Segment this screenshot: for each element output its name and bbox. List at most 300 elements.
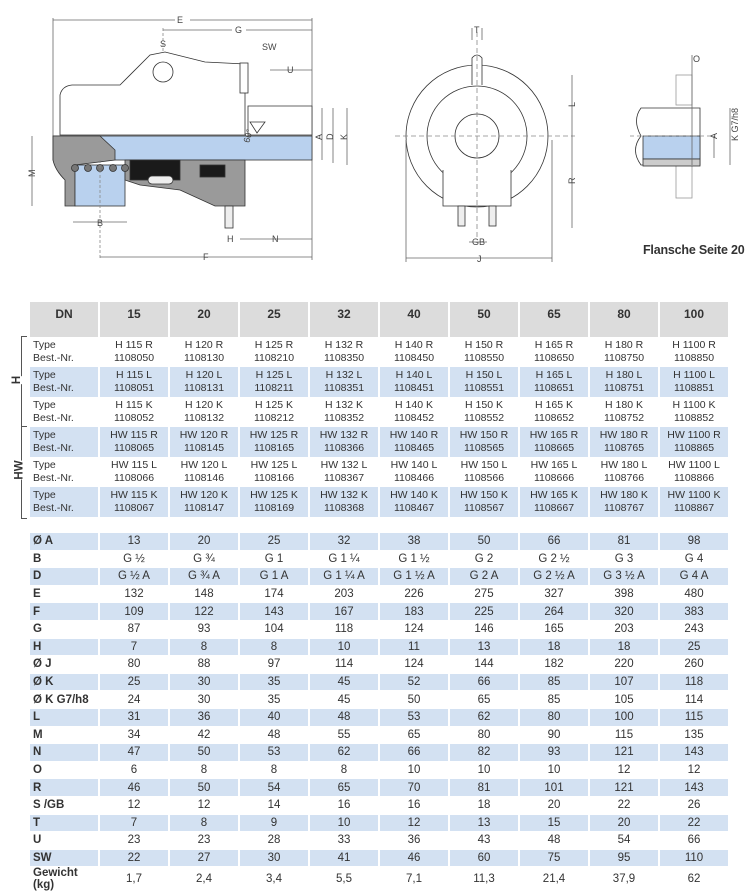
type-table-row xyxy=(30,397,728,427)
dimension-table xyxy=(28,533,730,892)
dimension-row xyxy=(30,867,728,892)
dimension-value: G ¾ A xyxy=(170,568,238,586)
dimension-value: 48 xyxy=(240,727,308,745)
dimension-value: 66 xyxy=(450,674,518,692)
type-cell xyxy=(170,397,238,427)
dimension-label: Ø A xyxy=(30,533,98,551)
order-number: 1108565 xyxy=(463,442,505,454)
dimension-row xyxy=(30,586,728,604)
dimension-value: 43 xyxy=(450,832,518,850)
order-number: 1108210 xyxy=(253,352,295,364)
dimension-value: 22 xyxy=(590,797,658,815)
order-number: 1108467 xyxy=(393,502,435,514)
type-cell xyxy=(170,427,238,457)
dimension-value: 132 xyxy=(100,586,168,604)
type-code: HW 120 K xyxy=(180,489,228,501)
order-number: 1108652 xyxy=(533,412,575,424)
order-number: 1108165 xyxy=(253,442,295,454)
dimension-value: 6 xyxy=(100,762,168,780)
type-cell xyxy=(590,457,658,487)
dimension-value: 18 xyxy=(450,797,518,815)
type-code: H 132 R xyxy=(324,339,364,351)
dimension-value: 62 xyxy=(450,709,518,727)
dimension-value: 93 xyxy=(170,621,238,639)
dimension-row xyxy=(30,797,728,815)
dimension-value: 101 xyxy=(520,779,588,797)
row-label xyxy=(30,457,98,487)
type-cell xyxy=(240,427,308,457)
type-label: Type xyxy=(33,399,56,411)
dimension-value: 80 xyxy=(100,656,168,674)
dimension-label: Gewicht (kg) xyxy=(30,867,98,892)
dimension-value: G 4 A xyxy=(660,568,728,586)
dimension-value: 260 xyxy=(660,656,728,674)
dimension-value: 118 xyxy=(310,621,378,639)
order-number: 1108067 xyxy=(113,502,155,514)
dimension-value: 12 xyxy=(100,797,168,815)
dimension-value: 146 xyxy=(450,621,518,639)
type-code: HW 1100 K xyxy=(667,489,721,501)
row-label xyxy=(30,337,98,367)
order-number: 1108146 xyxy=(183,472,225,484)
dimension-row xyxy=(30,551,728,569)
dimension-value: 8 xyxy=(310,762,378,780)
dimension-value: 48 xyxy=(310,709,378,727)
dimension-value: G 2 xyxy=(450,551,518,569)
dimension-value: 12 xyxy=(590,762,658,780)
svg-text:B: B xyxy=(97,218,104,228)
dimension-value: 8 xyxy=(170,815,238,833)
type-cell xyxy=(450,457,518,487)
dimension-value: 53 xyxy=(380,709,448,727)
dimension-value: 115 xyxy=(660,709,728,727)
dimension-label: R xyxy=(30,779,98,797)
dimension-row xyxy=(30,850,728,868)
dimension-value: 143 xyxy=(660,744,728,762)
dimension-value: 66 xyxy=(660,832,728,850)
dimension-value: 27 xyxy=(170,850,238,868)
dimension-value: G 2 ½ A xyxy=(520,568,588,586)
dimension-value: 50 xyxy=(450,533,518,551)
dimension-value: 203 xyxy=(590,621,658,639)
order-number: 1108750 xyxy=(603,352,645,364)
order-number: 1108865 xyxy=(673,442,715,454)
dimension-value: 70 xyxy=(380,779,448,797)
group-label-hw: HW xyxy=(13,460,26,480)
dimension-value: 121 xyxy=(590,779,658,797)
dimension-value: 18 xyxy=(590,639,658,657)
dimension-value: 53 xyxy=(240,744,308,762)
type-code: HW 180 L xyxy=(600,459,648,471)
dimension-value: 183 xyxy=(380,603,448,621)
order-number: 1108650 xyxy=(533,352,575,364)
dimension-value: 13 xyxy=(450,639,518,657)
dimension-value: 38 xyxy=(380,533,448,551)
dimension-value: 243 xyxy=(660,621,728,639)
type-cell xyxy=(590,337,658,367)
type-cell xyxy=(520,397,588,427)
dimension-value: 36 xyxy=(380,832,448,850)
order-number: 1108130 xyxy=(183,352,225,364)
dimension-value: 48 xyxy=(520,832,588,850)
dn-header-row xyxy=(30,302,728,337)
dimension-value: G 3 xyxy=(590,551,658,569)
dimension-value: 50 xyxy=(170,744,238,762)
type-code: H 140 K xyxy=(395,399,433,411)
front-view xyxy=(395,28,575,262)
order-number-label: Best.-Nr. xyxy=(33,472,74,484)
dimension-label: S /GB xyxy=(30,797,98,815)
type-code: HW 1100 R xyxy=(667,429,721,441)
order-number-label: Best.-Nr. xyxy=(33,382,74,394)
dimension-row xyxy=(30,656,728,674)
type-code: H 120 L xyxy=(185,369,223,381)
type-code: H 165 L xyxy=(535,369,573,381)
dimension-value: 18 xyxy=(520,639,588,657)
dimension-value: 95 xyxy=(590,850,658,868)
order-number: 1108166 xyxy=(253,472,295,484)
type-cell xyxy=(660,427,728,457)
dimension-value: 75 xyxy=(520,850,588,868)
bracket-tick xyxy=(21,336,27,337)
dimension-value: 93 xyxy=(520,744,588,762)
svg-text:GB: GB xyxy=(472,237,486,247)
row-label xyxy=(30,367,98,397)
dimension-value: 88 xyxy=(170,656,238,674)
type-code: H 125 K xyxy=(255,399,293,411)
dimension-label: B xyxy=(30,551,98,569)
type-code: HW 165 K xyxy=(530,489,578,501)
type-code: HW 140 K xyxy=(390,489,438,501)
type-code: H 120 K xyxy=(185,399,223,411)
dimension-value: 135 xyxy=(660,727,728,745)
order-number: 1108851 xyxy=(673,382,715,394)
dimension-value: 21,4 xyxy=(520,867,588,892)
order-number: 1108131 xyxy=(183,382,225,394)
dimension-value: 1,7 xyxy=(100,867,168,892)
dimension-value: 8 xyxy=(170,762,238,780)
order-number: 1108350 xyxy=(323,352,365,364)
svg-text:M: M xyxy=(27,169,37,177)
svg-text:O: O xyxy=(693,54,701,64)
dimension-value: 81 xyxy=(450,779,518,797)
type-cell xyxy=(240,367,308,397)
svg-text:E: E xyxy=(177,15,184,25)
order-number: 1108352 xyxy=(323,412,365,424)
dimension-value: 81 xyxy=(590,533,658,551)
dimension-row xyxy=(30,533,728,551)
dimension-row xyxy=(30,779,728,797)
dimension-value: 20 xyxy=(170,533,238,551)
order-number: 1108450 xyxy=(393,352,435,364)
dimension-value: 148 xyxy=(170,586,238,604)
type-code: HW 180 R xyxy=(599,429,649,441)
dimension-value: 32 xyxy=(310,533,378,551)
type-code: H 150 R xyxy=(464,339,504,351)
dimension-value: 10 xyxy=(380,762,448,780)
dimension-value: 7 xyxy=(100,639,168,657)
dn-50: 50 xyxy=(450,302,518,337)
dimension-value: 65 xyxy=(310,779,378,797)
type-label: Type xyxy=(33,369,56,381)
dimension-value: 90 xyxy=(520,727,588,745)
type-label: Type xyxy=(33,459,56,471)
dimension-value: 275 xyxy=(450,586,518,604)
type-code: HW 115 R xyxy=(110,429,158,441)
type-code: HW 132 L xyxy=(320,459,368,471)
dimension-value: 30 xyxy=(240,850,308,868)
dimension-label: T xyxy=(30,815,98,833)
svg-text:U: U xyxy=(287,65,294,75)
dimension-value: 87 xyxy=(100,621,168,639)
type-cell xyxy=(660,457,728,487)
type-code: H 180 K xyxy=(605,399,643,411)
dimension-label: F xyxy=(30,603,98,621)
dimension-value: 7 xyxy=(100,815,168,833)
row-label xyxy=(30,397,98,427)
type-code: H 115 R xyxy=(115,339,153,351)
dimension-value: 143 xyxy=(240,603,308,621)
dimension-value: 203 xyxy=(310,586,378,604)
dimension-value: 264 xyxy=(520,603,588,621)
dimension-value: 52 xyxy=(380,674,448,692)
svg-text:D: D xyxy=(325,133,335,140)
type-label: Type xyxy=(33,339,56,351)
dimension-value: G 1 xyxy=(240,551,308,569)
dimension-value: 182 xyxy=(520,656,588,674)
dimension-value: 8 xyxy=(240,762,308,780)
dimension-label: D xyxy=(30,568,98,586)
dimension-value: 124 xyxy=(380,621,448,639)
type-cell xyxy=(170,337,238,367)
dimension-value: 42 xyxy=(170,727,238,745)
dimension-value: 20 xyxy=(520,797,588,815)
dimension-value: 124 xyxy=(380,656,448,674)
dimension-row xyxy=(30,691,728,709)
dimension-value: 2,4 xyxy=(170,867,238,892)
dimension-value: 65 xyxy=(380,727,448,745)
order-number: 1108665 xyxy=(533,442,575,454)
type-cell xyxy=(170,367,238,397)
order-number: 1108212 xyxy=(253,412,295,424)
dimension-value: 115 xyxy=(590,727,658,745)
type-cell xyxy=(170,487,238,517)
type-cell xyxy=(450,367,518,397)
type-cell xyxy=(380,367,448,397)
dn-25: 25 xyxy=(240,302,308,337)
dimension-row xyxy=(30,603,728,621)
type-cell xyxy=(450,337,518,367)
type-cell xyxy=(240,457,308,487)
type-code: H 115 K xyxy=(115,399,153,411)
dimension-value: G 1 ¼ xyxy=(310,551,378,569)
dimension-value: G 2 A xyxy=(450,568,518,586)
dimension-value: 60 xyxy=(450,850,518,868)
dimension-value: 45 xyxy=(310,674,378,692)
group-label-h: H xyxy=(11,375,24,385)
dimension-value: 25 xyxy=(660,639,728,657)
dimension-value: G 1 ¼ A xyxy=(310,568,378,586)
order-number: 1108567 xyxy=(463,502,505,514)
order-number: 1108132 xyxy=(183,412,225,424)
dimension-row xyxy=(30,762,728,780)
type-code: H 150 K xyxy=(465,399,503,411)
dimension-row xyxy=(30,621,728,639)
dimension-value: 226 xyxy=(380,586,448,604)
type-table-row xyxy=(30,427,728,457)
dimension-value: 45 xyxy=(310,691,378,709)
row-label xyxy=(30,487,98,517)
type-code: H 132 L xyxy=(325,369,363,381)
svg-text:R: R xyxy=(567,177,577,184)
dimension-value: 31 xyxy=(100,709,168,727)
dimension-value: 9 xyxy=(240,815,308,833)
type-code: H 120 R xyxy=(184,339,224,351)
dimension-value: 327 xyxy=(520,586,588,604)
dimension-value: 37,9 xyxy=(590,867,658,892)
order-number: 1108767 xyxy=(603,502,645,514)
dimension-value: 26 xyxy=(660,797,728,815)
order-number: 1108850 xyxy=(673,352,715,364)
dimension-label: G xyxy=(30,621,98,639)
order-number-label: Best.-Nr. xyxy=(33,352,74,364)
dimension-value: G 2 ½ xyxy=(520,551,588,569)
dimension-value: 97 xyxy=(240,656,308,674)
dimension-value: 220 xyxy=(590,656,658,674)
type-cell xyxy=(310,487,378,517)
type-cell xyxy=(660,397,728,427)
type-cell xyxy=(310,427,378,457)
svg-text:A: A xyxy=(314,133,324,140)
order-number: 1108066 xyxy=(113,472,155,484)
order-number: 1108465 xyxy=(393,442,435,454)
dimension-label: Ø K xyxy=(30,674,98,692)
type-code: HW 125 K xyxy=(250,489,298,501)
dimension-value: 62 xyxy=(310,744,378,762)
dimension-value: 143 xyxy=(660,779,728,797)
order-number-label: Best.-Nr. xyxy=(33,502,74,514)
dimension-value: 98 xyxy=(660,533,728,551)
svg-text:K: K xyxy=(339,133,349,140)
order-number: 1108065 xyxy=(113,442,155,454)
order-number: 1108852 xyxy=(673,412,715,424)
type-label: Type xyxy=(33,429,56,441)
dimension-value: 110 xyxy=(660,850,728,868)
type-cell xyxy=(660,367,728,397)
type-cell xyxy=(380,457,448,487)
dimension-value: 50 xyxy=(170,779,238,797)
order-number: 1108366 xyxy=(323,442,365,454)
dimension-value: 104 xyxy=(240,621,308,639)
dimension-label: U xyxy=(30,832,98,850)
dimension-value: 36 xyxy=(170,709,238,727)
dn-15: 15 xyxy=(100,302,168,337)
dimension-label: Ø K G7/h8 xyxy=(30,691,98,709)
dimension-value: 11 xyxy=(380,639,448,657)
svg-text:L: L xyxy=(567,101,577,107)
order-number: 1108051 xyxy=(113,382,155,394)
dimension-value: 122 xyxy=(170,603,238,621)
type-code: H 132 K xyxy=(325,399,363,411)
dimension-value: 398 xyxy=(590,586,658,604)
type-table-row xyxy=(30,487,728,517)
type-code: H 115 L xyxy=(116,369,152,381)
dimension-value: 85 xyxy=(520,691,588,709)
dimension-value: 114 xyxy=(660,691,728,709)
dimension-value: 14 xyxy=(240,797,308,815)
type-code: HW 120 R xyxy=(179,429,229,441)
dimension-value: 62 xyxy=(660,867,728,892)
svg-text:J: J xyxy=(477,254,482,264)
type-cell xyxy=(520,427,588,457)
order-number: 1108368 xyxy=(323,502,365,514)
type-cell xyxy=(520,457,588,487)
dimension-label: SW xyxy=(30,850,98,868)
type-code: H 125 R xyxy=(254,339,294,351)
type-code: HW 150 K xyxy=(460,489,508,501)
type-code: HW 125 R xyxy=(249,429,299,441)
svg-text:S: S xyxy=(160,39,167,49)
type-cell xyxy=(660,337,728,367)
type-cell xyxy=(240,487,308,517)
dimension-row xyxy=(30,727,728,745)
dimension-value: 12 xyxy=(380,815,448,833)
type-code: H 1100 R xyxy=(672,339,716,351)
dimension-label: E xyxy=(30,586,98,604)
type-code: HW 115 K xyxy=(110,489,158,501)
type-cell xyxy=(100,337,168,367)
type-label: Type xyxy=(33,489,56,501)
dimension-value: 34 xyxy=(100,727,168,745)
type-code: HW 132 K xyxy=(320,489,368,501)
dimension-value: 383 xyxy=(660,603,728,621)
dn-65: 65 xyxy=(520,302,588,337)
type-code: HW 120 L xyxy=(180,459,228,471)
type-cell xyxy=(310,397,378,427)
type-code: HW 180 K xyxy=(600,489,648,501)
type-code: H 180 L xyxy=(605,369,643,381)
order-number: 1108551 xyxy=(463,382,505,394)
dimension-label: Ø J xyxy=(30,656,98,674)
dimension-value: 8 xyxy=(170,639,238,657)
type-cell xyxy=(380,397,448,427)
dimension-value: 10 xyxy=(450,762,518,780)
order-number: 1108351 xyxy=(323,382,365,394)
type-cell xyxy=(100,427,168,457)
svg-text:K G7/h8: K G7/h8 xyxy=(730,107,740,141)
dimension-value: 105 xyxy=(590,691,658,709)
dimension-value: 25 xyxy=(100,674,168,692)
type-cell xyxy=(310,337,378,367)
dimension-value: 35 xyxy=(240,674,308,692)
dimension-value: 3,4 xyxy=(240,867,308,892)
dimension-label: L xyxy=(30,709,98,727)
dimension-value: 144 xyxy=(450,656,518,674)
type-cell xyxy=(240,397,308,427)
dimension-value: 167 xyxy=(310,603,378,621)
type-code: HW 150 R xyxy=(459,429,509,441)
dimension-value: 28 xyxy=(240,832,308,850)
dimension-value: 35 xyxy=(240,691,308,709)
dimension-value: 12 xyxy=(660,762,728,780)
dimension-value: 12 xyxy=(170,797,238,815)
type-code: HW 140 R xyxy=(389,429,439,441)
type-code: H 140 R xyxy=(394,339,434,351)
type-cell xyxy=(310,367,378,397)
order-number: 1108867 xyxy=(673,502,715,514)
type-cell xyxy=(590,367,658,397)
side-section-view xyxy=(32,18,347,260)
